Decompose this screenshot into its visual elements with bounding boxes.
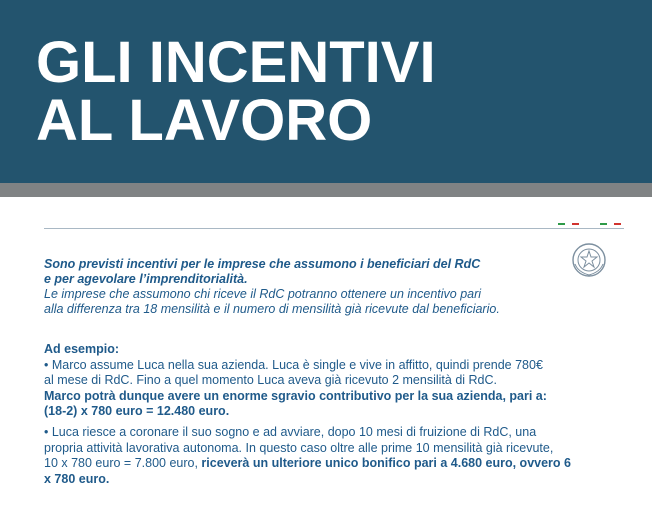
intro-bold-line: e per agevolare l’imprenditorialità.: [44, 272, 248, 286]
example-label: Ad esempio:: [44, 342, 120, 356]
text-line: propria attività lavorativa autonoma. In questo caso oltre alle prime 10 mensilità già ricevute,: [44, 440, 554, 455]
horizontal-rule: [44, 228, 624, 229]
text-line: al mese di RdC. Fino a quel momento Luca aveva già ricevuto 2 mensilità di RdC.: [44, 373, 497, 388]
divider-band: [0, 183, 652, 197]
text-bold: riceverà un ulteriore unico bonifico pari a 4.680 euro, ovvero 6: [197, 456, 571, 471]
example-paragraph-1: [44, 358, 624, 420]
header-banner: [0, 0, 652, 183]
intro-italic-line: Le imprese che assumono chi riceve il RdC potranno ottenere un incentivo pari: [44, 287, 482, 301]
italian-flag-icon: [600, 223, 622, 225]
title-line-1: GLI INCENTIVI: [36, 30, 436, 95]
intro-block: [44, 257, 564, 317]
italian-republic-emblem-icon: [566, 242, 612, 278]
text-line-mixed: [44, 456, 624, 472]
text-line-bold: x 780 euro.: [44, 471, 110, 486]
text-line: • Marco assume Luca nella sua azienda. Luca è single e vive in affitto, quindi prende 780€: [44, 357, 543, 372]
example-block: [44, 342, 624, 487]
text-line-bold: Marco potrà dunque avere un enorme sgravio contributivo per la sua azienda, pari a:: [44, 388, 547, 403]
page-title: [36, 30, 436, 153]
text-plain: 10 x 780 euro = 7.800 euro,: [44, 456, 198, 471]
text-line: • Luca riesce a coronare il suo sogno e ad avviare, dopo 10 mesi di fruizione di RdC, una: [44, 424, 537, 439]
title-line-2: AL LAVORO: [36, 88, 373, 153]
intro-bold-line: Sono previsti incentivi per le imprese che assumono i beneficiari del RdC: [44, 257, 481, 271]
text-line-bold: (18-2) x 780 euro = 12.480 euro.: [44, 404, 230, 419]
example-paragraph-2: [44, 425, 624, 487]
italian-flag-icon: [558, 223, 580, 225]
intro-italic-line: alla differenza tra 18 mensilità e il numero di mensilità già ricevute dal beneficiario.: [44, 302, 500, 316]
